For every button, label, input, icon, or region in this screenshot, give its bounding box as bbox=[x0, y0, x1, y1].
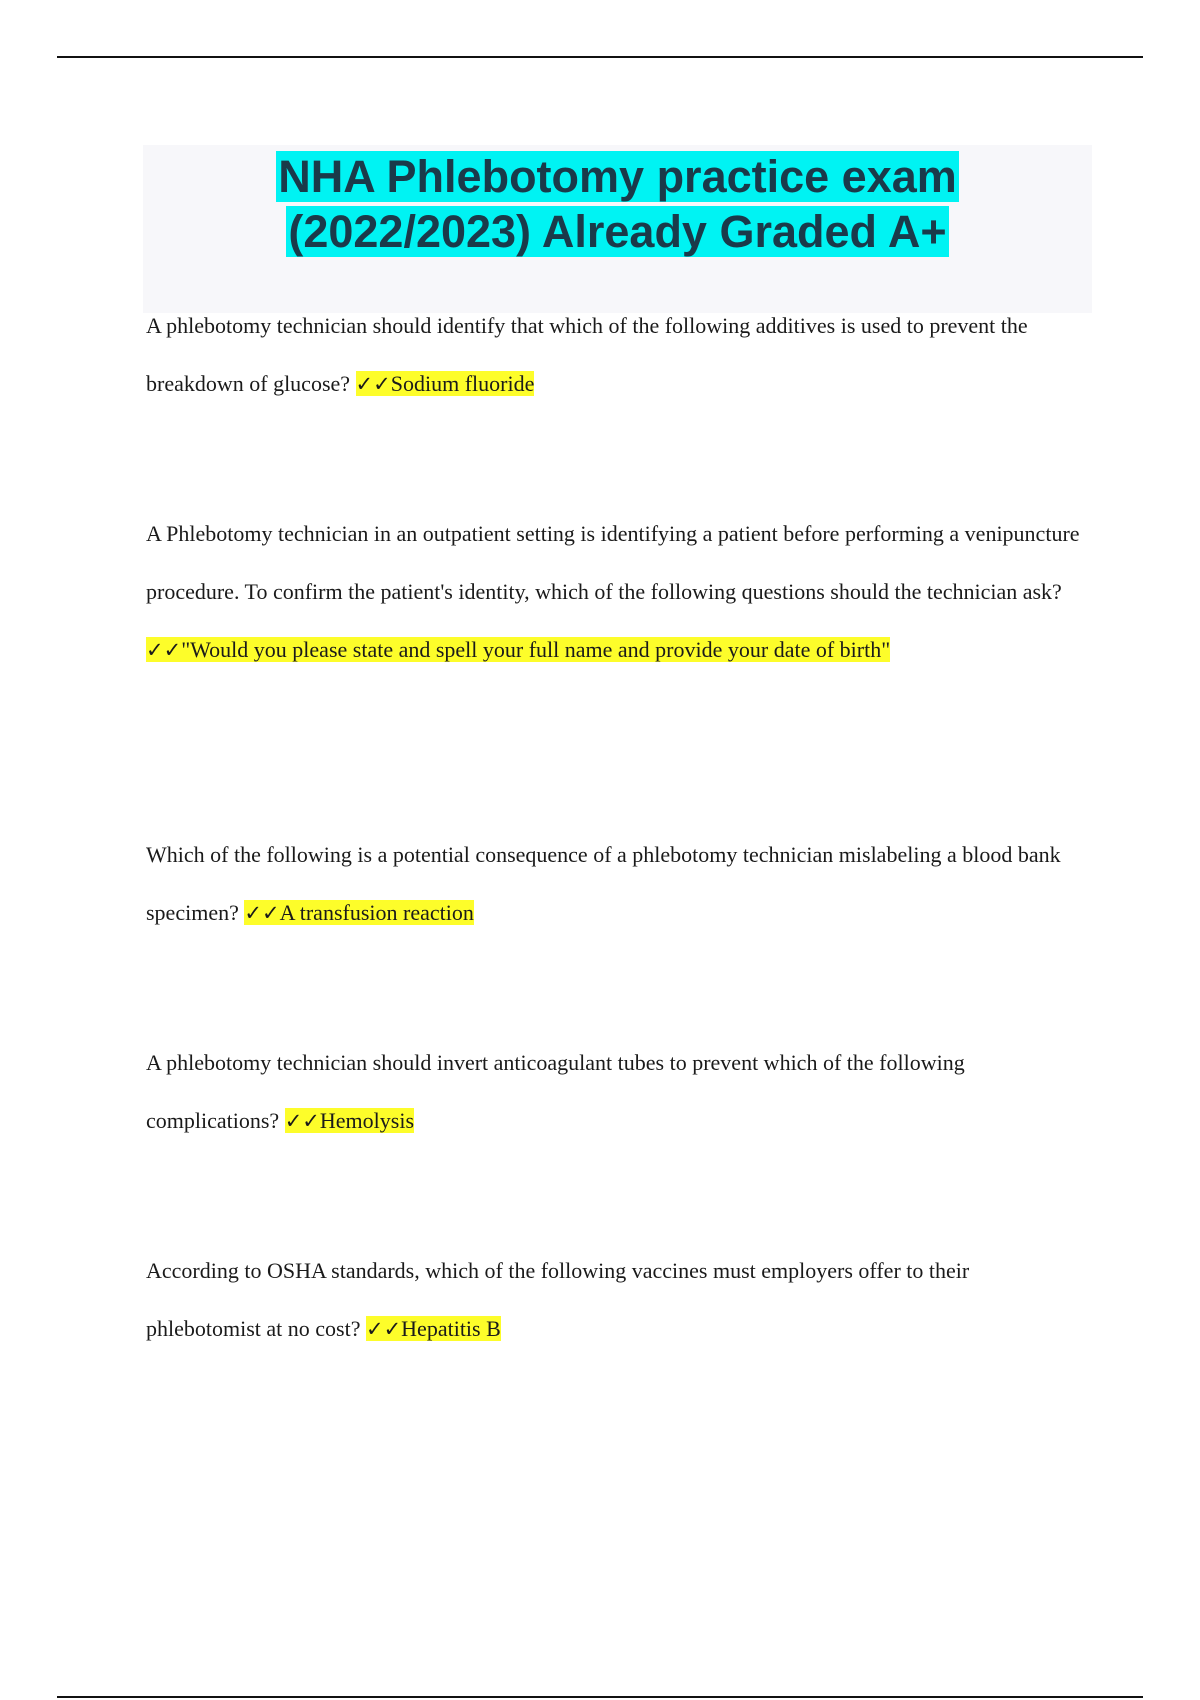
question-text: A phlebotomy technician should invert anticoagulant tubes to prevent which of the following complications? bbox=[146, 1050, 965, 1133]
question-text: A Phlebotomy technician in an outpatient setting is identifying a patient before performing a venipuncture procedure. To confirm the patient's identity, which of the following questions should the technician ask? bbox=[146, 521, 1080, 604]
answer-text: Sodium fluoride bbox=[390, 371, 535, 396]
check-mark-icon: ✓✓ bbox=[244, 901, 280, 925]
qa-item-3 bbox=[146, 826, 1086, 942]
check-mark-icon: ✓✓ bbox=[365, 1317, 402, 1341]
qa-item-1 bbox=[146, 297, 1086, 413]
answer-highlight bbox=[244, 900, 474, 925]
question-text: According to OSHA standards, which of the following vaccines must employers offer to their phlebotomist at no cost? bbox=[146, 1258, 970, 1341]
answer-text: Hepatitis B bbox=[401, 1316, 501, 1341]
check-mark-icon: ✓✓ bbox=[146, 638, 182, 662]
answer-highlight bbox=[285, 1108, 414, 1133]
answer-text: Hemolysis bbox=[319, 1108, 415, 1133]
question-text: A phlebotomy technician should identify that which of the following additives is used to prevent the breakdown of glucose? bbox=[146, 313, 1028, 396]
answer-highlight bbox=[356, 371, 535, 396]
document-title-line-2: (2022/2023) Already Graded A+ bbox=[288, 206, 947, 257]
question-text: Which of the following is a potential consequence of a phlebotomy technician mislabeling a blood bank specimen? bbox=[146, 842, 1061, 925]
qa-item-5 bbox=[146, 1242, 1086, 1358]
answer-text: "Would you please state and spell your full name and provide your date of birth" bbox=[181, 637, 891, 662]
title-block bbox=[143, 145, 1092, 313]
answer-highlight bbox=[146, 637, 890, 662]
document-title-line-1: NHA Phlebotomy practice exam bbox=[278, 151, 957, 202]
footer-rule bbox=[57, 1696, 1143, 1698]
qa-item-2 bbox=[146, 505, 1086, 679]
header-rule bbox=[57, 56, 1143, 58]
answer-text: A transfusion reaction bbox=[279, 900, 474, 925]
check-mark-icon: ✓✓ bbox=[355, 372, 391, 396]
check-mark-icon: ✓✓ bbox=[284, 1109, 320, 1133]
answer-highlight bbox=[366, 1316, 501, 1341]
qa-item-4 bbox=[146, 1034, 1086, 1150]
